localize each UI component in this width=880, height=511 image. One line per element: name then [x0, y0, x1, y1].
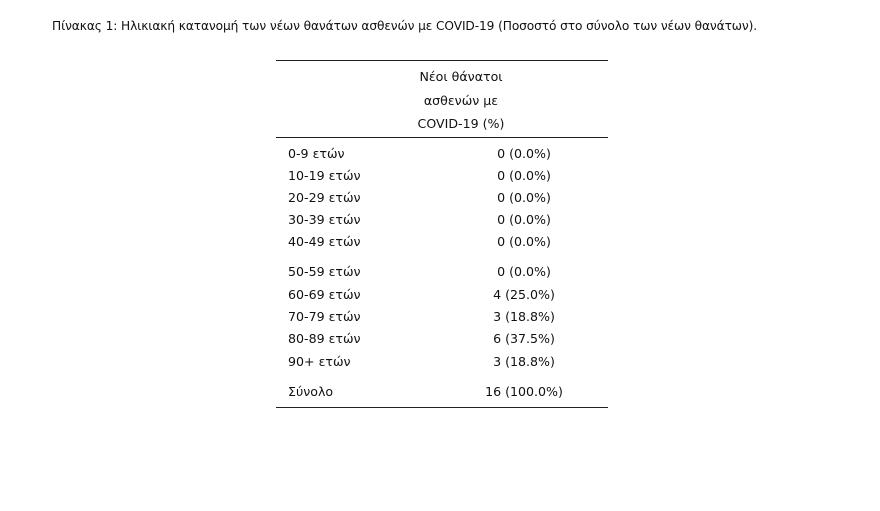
table-row — [276, 209, 608, 231]
deaths-value: 0 (0.0%) — [497, 168, 551, 183]
column-header-line: Νέοι θάνατοι — [419, 69, 503, 84]
table-top-rule — [276, 60, 608, 61]
table-row — [276, 351, 608, 373]
table-row — [276, 328, 608, 350]
age-group-label: 0-9 ετών — [288, 146, 345, 161]
table-total-row — [276, 381, 608, 403]
age-group-label: 70-79 ετών — [288, 309, 361, 324]
deaths-value: 6 (37.5%) — [493, 331, 555, 346]
table-bottom-rule — [276, 407, 608, 408]
table-row — [276, 143, 608, 165]
age-group-label: 30-39 ετών — [288, 212, 361, 227]
table-row — [276, 231, 608, 253]
column-header-deaths — [381, 65, 541, 136]
deaths-value: 0 (0.0%) — [497, 212, 551, 227]
age-group-label: 60-69 ετών — [288, 287, 361, 302]
deaths-value: 0 (0.0%) — [497, 264, 551, 279]
deaths-value: 3 (18.8%) — [493, 309, 555, 324]
age-group-label: 20-29 ετών — [288, 190, 361, 205]
age-group-label: 10-19 ετών — [288, 168, 361, 183]
column-header-line: COVID-19 (%) — [417, 116, 505, 131]
total-label: Σύνολο — [288, 384, 334, 399]
table-row — [276, 187, 608, 209]
deaths-value: 4 (25.0%) — [493, 287, 555, 302]
deaths-value: 0 (0.0%) — [497, 146, 551, 161]
table-header-rule — [276, 137, 608, 138]
deaths-value: 0 (0.0%) — [497, 234, 551, 249]
table-row — [276, 284, 608, 306]
deaths-value: 3 (18.8%) — [493, 354, 555, 369]
table-row — [276, 261, 608, 283]
total-value: 16 (100.0%) — [485, 384, 563, 399]
table-row — [276, 165, 608, 187]
age-group-label: 90+ ετών — [288, 354, 351, 369]
deaths-value: 0 (0.0%) — [497, 190, 551, 205]
table-row — [276, 306, 608, 328]
table-caption: Πίνακας 1: Ηλικιακή κατανομή των νέων θανάτων ασθενών με COVID-19 (Ποσοστό στο σύνολο των νέων θανάτων). — [52, 19, 758, 33]
age-group-label: 50-59 ετών — [288, 264, 361, 279]
age-group-label: 80-89 ετών — [288, 331, 361, 346]
column-header-line: ασθενών με — [423, 92, 499, 108]
age-group-label: 40-49 ετών — [288, 234, 361, 249]
